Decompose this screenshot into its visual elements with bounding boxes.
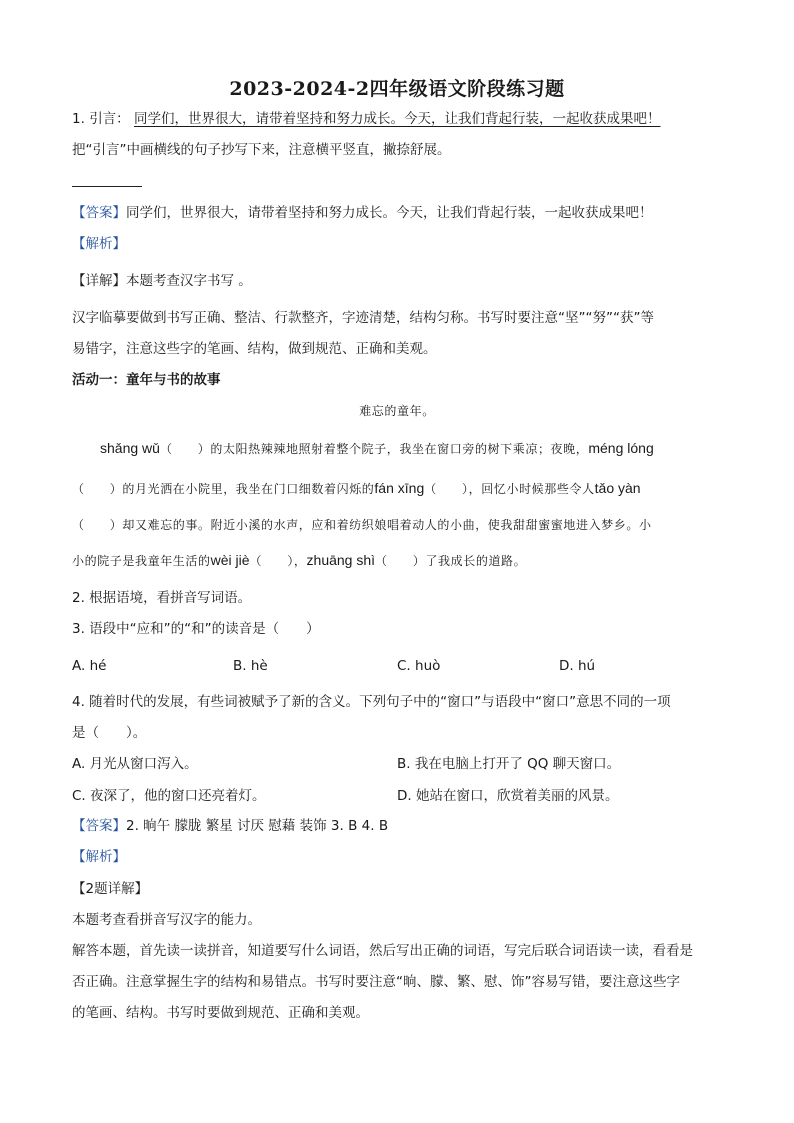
- passage-line-3: [72, 516, 652, 534]
- q1-detail-line-1: 汉字临摹要做到书写正确、整洁、行款整齐，字迹清楚，结构匀称。书写时要注意“坚”“努”“获”等: [72, 310, 654, 326]
- q1-answer: [72, 204, 653, 222]
- passage-text: 了我成长的道路。: [425, 554, 527, 568]
- q2-detail-line-3: 否正确。注意掌握生字的结构和易错点。书写时要注意“晌、朦、繁、慰、饰”容易写错，要注意这些字: [72, 974, 680, 990]
- pinyin-menglong: méng lóng: [588, 440, 654, 456]
- q4-text-line-1: 4. 随着时代的发展，有些词被赋予了新的含义。下列句子中的“窗口”与语段中“窗口”意思不同的一项: [72, 694, 671, 710]
- detail-text: 本题考查汉字书写 。: [126, 273, 252, 289]
- pinyin-shangwu: shǎng wǔ: [100, 440, 160, 456]
- pinyin-taoyan: tǎo yàn: [594, 480, 641, 496]
- passage-text: 的太阳热辣辣地照射着整个院子，我坐在窗口旁的树下乘凉；夜晚，: [210, 442, 589, 456]
- analysis-label: 【解析】: [72, 236, 126, 252]
- pinyin-blank: （ ），: [249, 554, 307, 568]
- q4-text-line-2: 是（ ）。: [72, 725, 147, 741]
- analysis-label: 【解析】: [72, 849, 126, 865]
- passage-text: 的月光洒在小院里，我坐在门口细数着闪烁的: [122, 482, 375, 496]
- answer-label: 【答案】: [72, 205, 126, 221]
- q3-option-d: D. hú: [559, 658, 596, 674]
- answer-label: 【答案】: [72, 818, 126, 834]
- pinyin-weijie: wèi jiè: [210, 552, 250, 568]
- passage-line-4: [72, 551, 526, 570]
- q2-detail-line-1: 本题考查看拼音写汉字的能力。: [72, 912, 261, 928]
- passage-text: 却又难忘的事。附近小溪的水声，应和着纺织娘唱着动人的小曲，使我甜甜蜜蜜地进入梦乡。小: [122, 518, 652, 532]
- q3-option-c: C. huò: [397, 658, 441, 674]
- q4-option-b: B. 我在电脑上打开了 QQ 聊天窗口。: [397, 756, 621, 772]
- q4-option-a: A. 月光从窗口泻入。: [72, 756, 198, 772]
- q2-detail-line-4: 的笔画、结构。书写时要做到规范、正确和美观。: [72, 1005, 369, 1021]
- activity-heading: 活动一：童年与书的故事: [72, 372, 221, 388]
- pinyin-blank: （ ）: [72, 482, 123, 496]
- q1-detail-line-2: 易错字，注意这些字的笔画、结构，做到规范、正确和美观。: [72, 341, 437, 357]
- page-title: 2023-2024-2四年级语文阶段练习题: [229, 78, 565, 100]
- answers-2-4: [72, 817, 388, 835]
- q2-text: 2. 根据语境，看拼音写词语。: [72, 590, 252, 606]
- detail-label: 【详解】: [72, 273, 126, 289]
- q3-option-b: B. hè: [233, 658, 268, 674]
- pinyin-blank: （ ），: [424, 482, 482, 496]
- q1-number: 1.: [72, 111, 85, 127]
- answer-text: 2. 晌午 朦胧 繁星 讨厌 慰藉 装饰 3. B 4. B: [126, 818, 389, 834]
- q2-detail-line-2: 解答本题，首先读一读拼音，知道要写什么词语，然后写出正确的词语，写完后联合词语读一读，看看是: [72, 943, 693, 959]
- passage-text: 小的院子是我童年生活的: [72, 554, 211, 568]
- pinyin-blank: （ ）: [159, 442, 211, 456]
- answer-text: 同学们，世界很大，请带着坚持和努力成长。今天，让我们背起行装，一起收获成果吧！: [126, 205, 653, 221]
- q1-intro: [72, 110, 660, 128]
- passage-line-1: [100, 439, 654, 458]
- pinyin-zhuangshi: zhuāng shì: [306, 552, 376, 568]
- q3-text: 3. 语段中“应和”的“和”的读音是（ ）: [72, 621, 320, 637]
- q4-option-d: D. 她站在窗口，欣赏着美丽的风景。: [397, 788, 619, 804]
- pinyin-fanxing: fán xīng: [374, 480, 425, 496]
- passage-title: 难忘的童年。: [359, 404, 435, 418]
- q4-option-c: C. 夜深了，他的窗口还亮着灯。: [72, 788, 266, 804]
- q2-detail-label: 【2题详解】: [72, 881, 149, 897]
- q1-underlined-quote: 同学们，世界很大，请带着坚持和努力成长。今天，让我们背起行装，一起收获成果吧！: [133, 111, 661, 127]
- pinyin-blank: （ ）: [72, 518, 123, 532]
- pinyin-blank: （ ）: [375, 554, 426, 568]
- q1-detail: [72, 272, 252, 290]
- q1-instruction: 把“引言”中画横线的句子抄写下来，注意横平竖直，撇捺舒展。: [72, 142, 451, 158]
- q1-answer-blank: [72, 186, 142, 187]
- passage-line-2: [72, 479, 641, 498]
- passage-text: 回忆小时候那些令人: [481, 482, 595, 496]
- q3-option-a: A. hé: [72, 658, 107, 674]
- q1-prefix: 引言：: [89, 111, 130, 127]
